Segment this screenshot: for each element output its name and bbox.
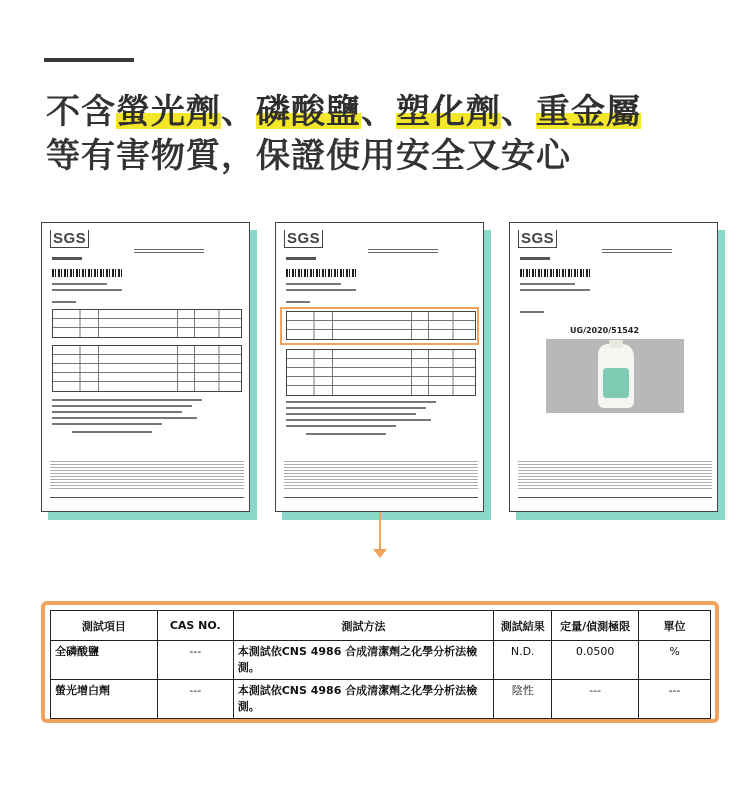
sgs-report-page-1 [41,222,250,512]
headline-line-2: 等有害物質，保證使用安全又安心 [46,136,571,176]
cell-test-method: 本測試依CNS 4986 合成清潔劑之化學分析法檢測。 [233,641,494,680]
header-test-method: 測試方法 [233,611,494,641]
header-test-item: 測試項目 [51,611,158,641]
connector-line [379,512,381,552]
fine-print [50,461,244,491]
cell-unit: --- [639,680,711,719]
cell-detection-limit: 0.0500 [552,641,639,680]
table-row [51,680,711,719]
separator: 、 [501,92,536,132]
text-line [52,423,162,425]
sgs-report-page-2 [275,222,484,512]
detergent-bottle-icon [598,344,634,408]
text-line [520,289,590,291]
bottle-cap [609,340,623,348]
highlight-fluorescent-agent: 螢光劑 [116,92,221,132]
header-cas-no: CAS NO. [157,611,233,641]
title-text [52,257,82,260]
text-line [52,283,107,285]
highlight-plasticizer: 塑化劑 [396,92,501,132]
text-line [286,413,416,415]
cell-test-item: 螢光增白劑 [51,680,158,719]
sgs-logo: SGS [518,230,557,248]
cell-test-result: N.D. [494,641,552,680]
text-line [52,301,76,303]
bottle-label [603,368,629,398]
footer-rule [284,497,478,498]
report-page [41,222,250,512]
barcode [520,269,590,277]
cell-test-result: 陰性 [494,680,552,719]
barcode [286,269,356,277]
separator: 、 [361,92,396,132]
highlighted-result-area [280,307,479,345]
text-line [52,405,192,407]
table-header-row [51,611,711,641]
cell-test-item: 全磷酸鹽 [51,641,158,680]
text-line [72,431,152,433]
test-result-panel [41,601,719,723]
text-line [286,425,396,427]
test-result-table [50,610,711,719]
report-page [509,222,718,512]
text-line [286,301,310,303]
title-text [520,257,550,260]
mini-table [52,309,242,338]
header-test-result: 測試結果 [494,611,552,641]
fine-print [284,461,478,491]
headline-prefix: 不含 [46,92,116,132]
report-page [275,222,484,512]
fine-print [518,461,712,491]
text-line [286,401,436,403]
text-line [52,417,197,419]
footer-rule [518,497,712,498]
text-line [52,399,202,401]
cell-cas-no: --- [157,680,233,719]
header-detection-limit: 定量/偵測極限 [552,611,639,641]
text-line [286,289,356,291]
top-divider [44,58,134,62]
headline-line-1 [46,90,726,134]
mini-table [286,349,476,396]
separator: 、 [221,92,256,132]
header-unit: 單位 [639,611,711,641]
cell-detection-limit: --- [552,680,639,719]
sgs-report-page-3 [509,222,718,512]
text-line [52,411,182,413]
header-text [368,249,438,257]
cell-unit: % [639,641,711,680]
table-row [51,641,711,680]
text-line [520,311,544,313]
text-line [286,419,431,421]
text-line [286,407,426,409]
arrow-down-icon [373,549,387,558]
product-photo [546,339,684,413]
mini-table [52,345,242,392]
text-line [520,283,575,285]
footer-rule [50,497,244,498]
text-line [306,433,386,435]
cell-test-method: 本測試依CNS 4986 合成清潔劑之化學分析法檢測。 [233,680,494,719]
header-text [134,249,204,257]
headline [46,90,726,178]
sgs-logo: SGS [50,230,89,248]
title-text [286,257,316,260]
header-text [602,249,672,257]
report-number: UG/2020/51542 [570,326,640,335]
text-line [286,283,341,285]
sgs-logo: SGS [284,230,323,248]
cell-cas-no: --- [157,641,233,680]
text-line [52,289,122,291]
highlight-phosphate: 磷酸鹽 [256,92,361,132]
barcode [52,269,122,277]
highlight-heavy-metal: 重金屬 [536,92,641,132]
